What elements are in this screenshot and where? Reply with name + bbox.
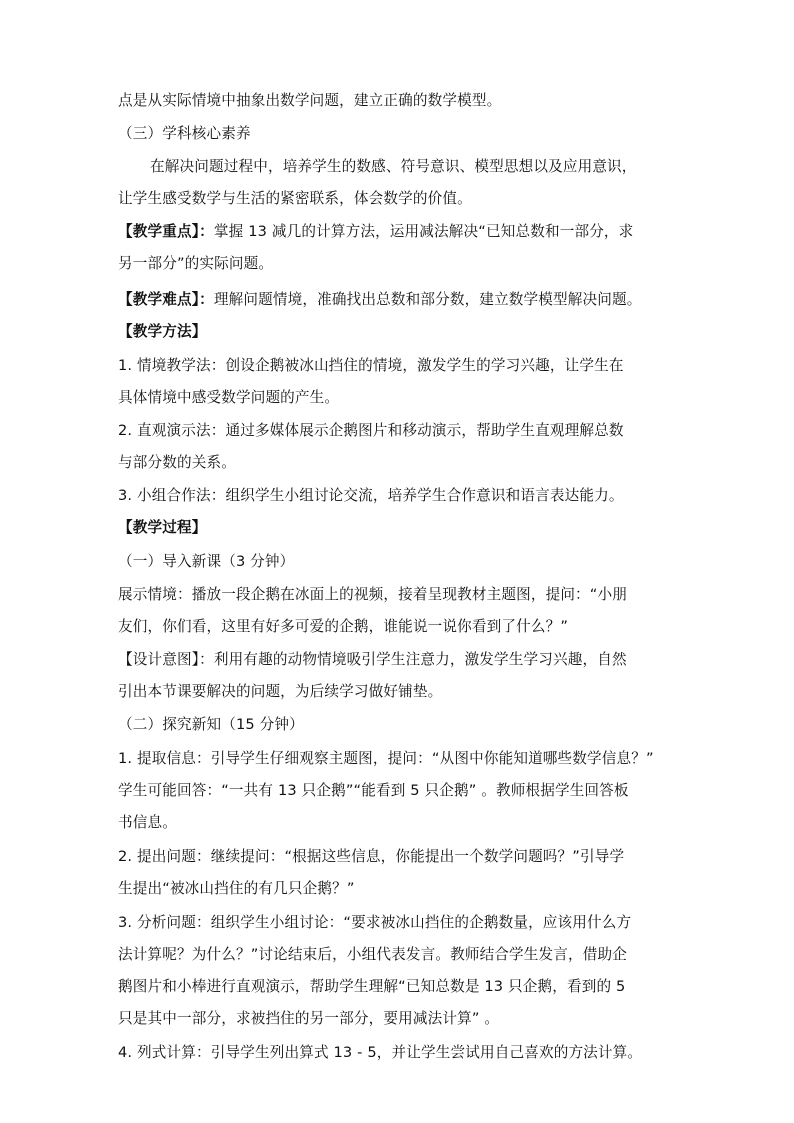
methods-heading: 【教学方法】 <box>118 323 207 340</box>
paragraph-line: 在解决问题过程中，培养学生的数感、符号意识、模型思想以及应用意识， <box>150 158 637 175</box>
design-intent-heading: 【设计意图】： <box>118 651 214 668</box>
difficulties-line <box>118 290 698 310</box>
key-points-heading: 【教学重点】： <box>118 223 214 240</box>
paragraph-line: 学生可能回答：“一共有 13 只企鹅”“能看到 5 只企鹅” 。教师根据学生回答板 <box>118 782 629 799</box>
paragraph-line: 引出本节课要解决的问题，为后续学习做好铺垫。 <box>118 683 443 700</box>
key-points-line <box>118 222 698 242</box>
paragraph-line: 友们，你们看，这里有好多可爱的企鹅，谁能说一说你看到了什么？” <box>118 618 569 635</box>
paragraph-line: 鹅图片和小棒进行直观演示，帮助学生理解“已知总数是 13 只企鹅，看到的 5 <box>118 978 626 995</box>
paragraph-line: 法计算呢？为什么？”讨论结束后，小组代表发言。教师结合学生发言，借助企 <box>118 946 628 963</box>
list-item: 4. 列式计算：引导学生列出算式 13 - 5，并让学生尝试用自己喜欢的方法计算。 <box>118 1044 643 1061</box>
design-intent-line <box>118 650 698 670</box>
process-heading: 【教学过程】 <box>118 519 207 536</box>
difficulties-heading: 【教学难点】： <box>118 291 214 308</box>
design-intent-text: 利用有趣的动物情境吸引学生注意力，激发学生学习兴趣，自然 <box>213 651 627 668</box>
paragraph-line: 点是从实际情境中抽象出数学问题，建立正确的数学模型。 <box>118 92 502 109</box>
paragraph-line: 展示情境：播放一段企鹅在冰面上的视频，接着呈现教材主题图，提问：“小朋 <box>118 586 628 603</box>
paragraph-line: 只是其中一部分，求被挡住的另一部分，要用减法计算” 。 <box>118 1010 500 1027</box>
list-item: 3. 分析问题：组织学生小组讨论：“要求被冰山挡住的企鹅数量，应该用什么方 <box>118 914 632 931</box>
list-item: 1. 提取信息：引导学生仔细观察主题图，提问：“从图中你能知道哪些数学信息？” <box>118 750 654 767</box>
key-points-text: 掌握 13 减几的计算方法，运用减法解决“已知总数和一部分，求 <box>213 223 634 240</box>
paragraph-line: 书信息。 <box>118 814 177 831</box>
paragraph-line: 生提出“被冰山挡住的有几只企鹅？” <box>118 880 355 897</box>
list-item: 2. 直观演示法：通过多媒体展示企鹅图片和移动演示，帮助学生直观理解总数 <box>118 422 624 439</box>
paragraph-line: 与部分数的关系。 <box>118 454 236 471</box>
section-heading: （三）学科核心素养 <box>118 125 251 142</box>
list-item: 3. 小组合作法：组织学生小组讨论交流，培养学生合作意识和语言表达能力。 <box>118 487 624 504</box>
paragraph-line: 让学生感受数学与生活的紧密联系，体会数学的价值。 <box>118 190 472 207</box>
list-item: 1. 情境教学法：创设企鹅被冰山挡住的情境，激发学生的学习兴趣，让学生在 <box>118 357 624 374</box>
paragraph-line: 另一部分”的实际问题。 <box>118 255 274 272</box>
list-item: 2. 提出问题：继续提问：“根据这些信息，你能提出一个数学问题吗？”引导学 <box>118 848 625 865</box>
difficulties-text: 理解问题情境，准确找出总数和部分数，建立数学模型解决问题。 <box>213 291 642 308</box>
section-heading: （二）探究新知（15 分钟） <box>118 716 304 733</box>
paragraph-line: 具体情境中感受数学问题的产生。 <box>118 389 340 406</box>
section-heading: （一）导入新课（3 分钟） <box>118 553 295 570</box>
